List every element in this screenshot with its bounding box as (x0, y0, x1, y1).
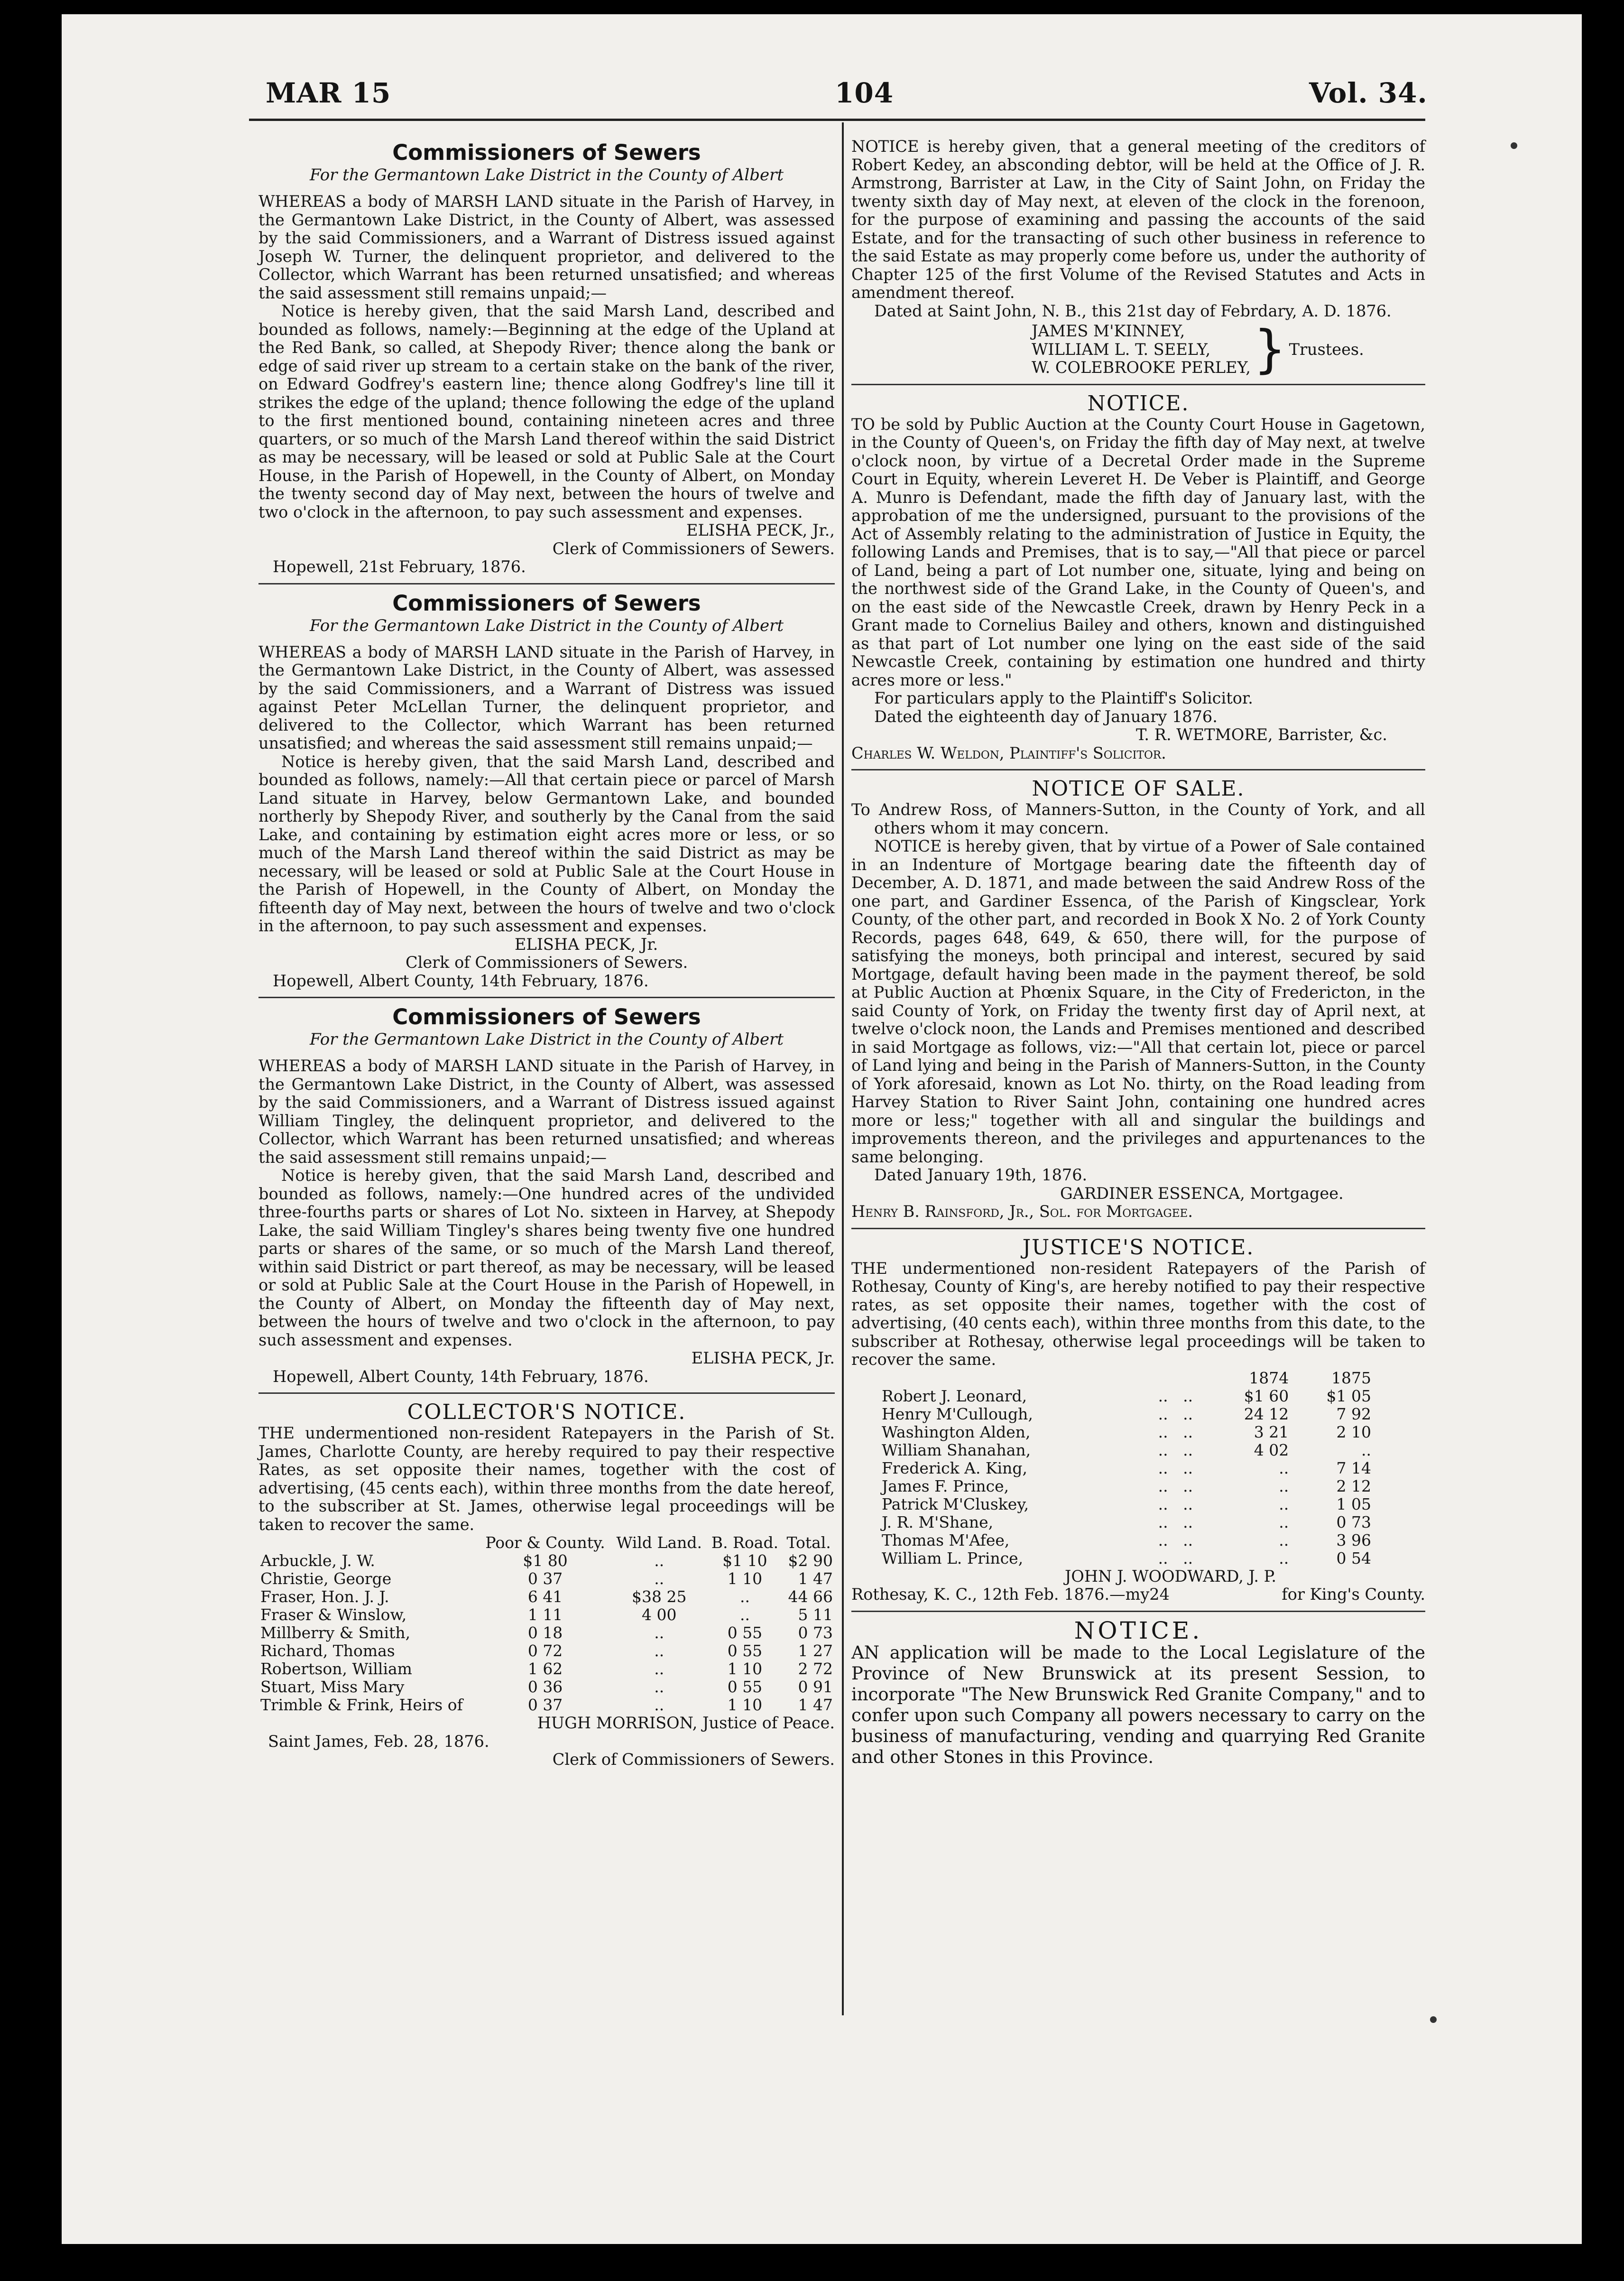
table-cell: 0 55 (727, 1623, 763, 1642)
table-cell: 2 12 (1336, 1476, 1371, 1495)
sewers-notice-mclellan (258, 591, 835, 991)
table-cell: .. (1279, 1494, 1289, 1513)
separator (851, 1611, 1425, 1612)
table-cell: 1 11 (527, 1605, 563, 1624)
table-cell: 5 11 (798, 1605, 833, 1624)
notice-of-sale (851, 777, 1425, 1221)
table-cell: .. (1279, 1476, 1289, 1495)
table-row (880, 1549, 1373, 1567)
dateline: Rothesay, K. C., 12th Feb. 1876.—my24 (851, 1585, 1170, 1604)
county-line: for King's County. (1282, 1585, 1425, 1604)
notice-paragraph: AN application will be made to the Local Legislature of the Province of New Brunswick at its present Session, to incorporate "The New Brunswick Red Granite Company," and to confer upon such Company all powers necessary to carry on the business of manufacturing, vending and quarrying Red Granite and other Stones in this Province. (851, 1642, 1425, 1767)
table-cell: Richard, Thomas (260, 1641, 395, 1660)
column-header: 1875 (1331, 1368, 1371, 1387)
table-cell: 0 72 (527, 1641, 563, 1660)
signer-role: Clerk of Commissioners of Sewers. (552, 539, 835, 558)
speck-mark (1430, 2016, 1437, 2023)
table-cell: $1 60 (1244, 1386, 1289, 1405)
column-header: Wild Land. (616, 1533, 702, 1552)
issue-date: MAR 15 (266, 77, 391, 109)
table-cell: 0 37 (527, 1696, 563, 1714)
table-cell: 1 47 (798, 1569, 833, 1588)
volume-number: Vol. 34. (1309, 77, 1428, 109)
dateline: Dated January 19th, 1876. (874, 1166, 1088, 1184)
table-cell: 1 62 (527, 1660, 563, 1678)
table-row (880, 1459, 1373, 1477)
trustees-block (851, 319, 1425, 379)
leader-dots: .. .. (1158, 1512, 1193, 1531)
notice-title: Commissioners of Sewers (392, 140, 701, 165)
table-cell: 2 72 (798, 1660, 833, 1678)
notice-paragraph: Notice is hereby given, that the said Marsh Land, described and bounded as follows, namely:—Beginning at the edge of the Upland at the Red Bank, so called, at Shepody River; thence along the bank or edge of said river up stream to a certain stake on the bank of the river, on Edward Godfrey's eastern line; thence along Godfrey's line till it strikes the edge of the upland; thence following the edge of the upland to the first mentioned bound, containing nineteen acres and three quarters, or so much of the Marsh Land thereof within the said District as may be necessary, will be leased or sold at Public Sale at the Court House, in the Parish of Hopewell, in the County of Albert, on Monday the twenty second day of May next, between the hours of twelve and two o'clock in the afternoon, to pay such assessment and expenses. (258, 302, 835, 521)
signer: JOHN J. WOODWARD, J. P. (1065, 1567, 1277, 1586)
table-cell: .. (739, 1605, 750, 1624)
table-cell: 1 47 (798, 1696, 833, 1714)
leader-dots: .. .. (1158, 1476, 1193, 1495)
table-cell: 4 00 (642, 1605, 677, 1624)
signer-role: Clerk of Commissioners of Sewers. (552, 1750, 835, 1769)
table-row (880, 1423, 1373, 1441)
table-row (258, 1588, 835, 1606)
separator (258, 997, 835, 998)
column-header: B. Road. (711, 1533, 779, 1552)
table-cell: Millberry & Smith, (260, 1623, 411, 1642)
column-header: 1874 (1249, 1368, 1289, 1387)
table-cell: Stuart, Miss Mary (260, 1678, 405, 1696)
table-cell: .. (654, 1569, 664, 1588)
table-cell: .. (654, 1623, 664, 1642)
sewers-notice-turner (258, 140, 835, 576)
notice-paragraph: WHEREAS a body of MARSH LAND situate in the Parish of Harvey, in the Germantown Lake District, in the County of Albert, was assessed by the said Commissioners, and a Warrant of Distress was issued against Peter McLellan Turner, the delinquent proprietor, and delivered to the Collector, which Warrant has been returned unsatisfied; and whereas the said assessment still remains unpaid;— (258, 642, 835, 752)
separator (258, 583, 835, 584)
table-cell: 0 37 (527, 1569, 563, 1588)
dateline: Hopewell, Albert County, 14th February, 1876. (273, 1367, 649, 1386)
table-cell: 3 96 (1336, 1530, 1371, 1549)
table-row (880, 1513, 1373, 1531)
table-cell: Trimble & Frink, Heirs of (260, 1696, 463, 1714)
table-cell: Patrick M'Cluskey, (882, 1494, 1029, 1513)
notice-paragraph: NOTICE is hereby given, that by virtue of a Power of Sale contained in an Indenture of Mortgage bearing date the fifteenth day of December, A. D. 1871, and made between the said Andrew Ross of the one part, and Gardiner Essenca, of the Parish of Kingsclear, York County, of the other part, and recorded in Book X No. 2 of York County Records, pages 648, 649, & 650, there will, for the purpose of satisfying the moneys, both principal and interest, secured by said Mortgage, default having been made in the payment thereof, be sold at Public Auction at Phœnix Square, in the City of Fredericton, in the said County of York, on Friday the twenty first day of April next, at twelve o'clock noon, the Lands and Premises mentioned and described in said Mortgage as follows, viz:—"All that certain lot, piece or parcel of Land lying and being in the Parish of Manners-Sutton, in the County of York aforesaid, known as Lot No. thirty, on the Road leading from Harvey Station to River Saint John, containing one hundred acres more or less;" together with all and singular the buildings and improvements thereon, and the privileges and appurtenances to the same belonging. (851, 837, 1425, 1166)
rates-table (258, 1534, 835, 1714)
table-cell: Washington Alden, (882, 1422, 1031, 1441)
table-cell: Robertson, William (260, 1660, 412, 1678)
dateline: Dated the eighteenth day of January 1876. (874, 707, 1218, 726)
table-cell: William Shanahan, (882, 1440, 1031, 1459)
separator (258, 1392, 835, 1394)
table-cell: 0 55 (727, 1641, 763, 1660)
notice-paragraph: THE undermentioned non-resident Ratepayers of the Parish of Rothesay, County of King's, are hereby notified to pay their respective rates, as set opposite their names, together with the cost of advertising, (40 cents each), within three months from this date, to the subscriber at Rothesay, otherwise legal proceedings will be taken to recover the same. (851, 1259, 1425, 1369)
header-rule (249, 119, 1425, 121)
brace-glyph: } (1253, 319, 1286, 379)
table-cell: $1 05 (1326, 1386, 1371, 1405)
notice-paragraph: For particulars apply to the Plaintiff's Solicitor. (874, 689, 1253, 707)
signer: GARDINER ESSENCA, Mortgagee. (1060, 1184, 1344, 1203)
creditors-meeting-notice (851, 138, 1425, 377)
table-row (880, 1387, 1373, 1405)
notice-paragraph: Notice is hereby given, that the said Marsh Land, described and bounded as follows, namely:—One hundred acres of the undivided three-fourths parts or shares of Lot No. sixteen in Harvey, at Shepody Lake, the said William Tingley's shares being twenty five one hundred parts or shares of the same, or so much of the Marsh Land thereof, within said District or part thereof, as may be necessary, will be leased or sold at Public Sale at the Court House in the Parish of Hopewell, in the County of Albert, on Monday the fifteenth day of May next, between the hours of twelve and two o'clock in the afternoon, to pay such assessment and expenses. (258, 1166, 835, 1349)
right-column (851, 138, 1425, 1768)
table-row (880, 1495, 1373, 1513)
table-row (258, 1624, 835, 1642)
notice-title: Commissioners of Sewers (392, 590, 701, 616)
trustee-names (1032, 322, 1251, 377)
table-cell: .. (1279, 1458, 1289, 1477)
dateline: Dated at Saint John, N. B., this 21st day of Febrdary, A. D. 1876. (874, 301, 1392, 320)
speck-mark (1511, 142, 1517, 149)
leader-dots: .. .. (1158, 1458, 1193, 1477)
table-cell: .. (654, 1660, 664, 1678)
table-cell: Fraser, Hon. J. J. (260, 1587, 389, 1606)
separator (851, 384, 1425, 385)
notice-paragraph: THE undermentioned non-resident Ratepayers in the Parish of St. James, Charlotte County, are hereby required to pay their respective Rates, as set opposite their names, together with the cost of advertising, (45 cents each), within three months from the date hereof, to the subscriber at St. James, otherwise legal proceedings will be taken to recover the same. (258, 1424, 835, 1534)
leader-dots: .. .. (1158, 1530, 1193, 1549)
leader-dots: .. .. (1158, 1440, 1193, 1459)
notice-subtitle: For the Germantown Lake District in the County of Albert (309, 166, 784, 185)
table-cell: 44 66 (788, 1587, 833, 1606)
table-header-row (258, 1534, 835, 1552)
table-row (258, 1552, 835, 1570)
signer: HUGH MORRISON, Justice of Peace. (537, 1714, 835, 1732)
signer: ELISHA PECK, Jr. (691, 1349, 835, 1367)
page-number: 104 (835, 77, 894, 109)
table-row (880, 1441, 1373, 1459)
legislature-notice (851, 1616, 1425, 1768)
table-cell: Frederick A. King, (882, 1458, 1028, 1477)
table-cell: 3 21 (1254, 1422, 1289, 1441)
table-cell: Robert J. Leonard, (882, 1386, 1027, 1405)
dateline: Hopewell, 21st February, 1876. (273, 557, 526, 576)
table-row (258, 1696, 835, 1714)
table-cell: $1 10 (722, 1551, 767, 1570)
table-cell: 4 02 (1254, 1440, 1289, 1459)
trustee-name: W. COLEBROOKE PERLEY, (1032, 358, 1251, 377)
notice-title: COLLECTOR'S NOTICE. (407, 1400, 686, 1424)
table-cell: .. (1279, 1530, 1289, 1549)
table-cell: $1 80 (523, 1551, 568, 1570)
leader-dots: .. .. (1158, 1404, 1193, 1423)
notice-title: NOTICE OF SALE. (1032, 777, 1245, 801)
table-cell: J. R. M'Shane, (882, 1512, 994, 1531)
trustee-name: JAMES M'KINNEY, (1032, 322, 1185, 340)
table-row (258, 1606, 835, 1624)
notice-paragraph: TO be sold by Public Auction at the County Court House in Gagetown, in the County of Queen's, on Friday the fifth day of May next, at twelve o'clock noon, by virtue of a Decretal Order made in the Supreme Court in Equity, wherein Leveret H. De Veber is Plaintiff, and George A. Munro is Defendant, made the fifth day of January last, with the approbation of me the undersigned, pursuant to the provisions of the Act of Assembly relating to the administration of Justice in Equity, the following Lands and Premises, that is to say,—"All that piece or parcel of Land, being a part of Lot number one, situate, lying and being on the northwest side of the Grand Lake, in the County of Queen's, and on the east side of the Newcastle Creek, drawn by Henry Peck in a Grant made to Cornelius Bailey and others, known and distinguished as that part of Lot number one lying on the east side of the said Newcastle Creek, containing by estimation one hundred and thirty acres more or less." (851, 415, 1425, 689)
table-cell: $38 25 (632, 1587, 687, 1606)
rothesay-rates-table (880, 1369, 1373, 1567)
table-cell: 1 27 (798, 1641, 833, 1660)
table-cell: .. (1361, 1440, 1371, 1459)
notice-paragraph: NOTICE is hereby given, that a general meeting of the creditors of Robert Kedey, an absconding debtor, will be held at the Office of J. R. Armstrong, Barrister at Law, in the City of Saint John, on Friday the twenty sixth day of May next, at eleven of the clock in the forenoon, for the purpose of examining and passing the accounts of the said Estate, and for the transacting of such other business in reference to the said Estate as may properly come before us, under the authority of Chapter 125 of the first Volume of the Revised Statutes and Acts in amendment thereof. (851, 137, 1425, 302)
signer: ELISHA PECK, Jr. (515, 935, 658, 954)
table-cell: 24 12 (1244, 1404, 1289, 1423)
table-cell: 0 54 (1336, 1548, 1371, 1567)
table-cell: .. (739, 1587, 750, 1606)
signer: ELISHA PECK, Jr., (686, 521, 835, 539)
solicitor-line: Charles W. Weldon, Plaintiff's Solicitor. (851, 743, 1166, 762)
addressee: To Andrew Ross, of Manners-Sutton, in the County of York, and all others whom it may concern. (851, 800, 1425, 837)
table-row (880, 1405, 1373, 1423)
table-cell: 0 91 (798, 1678, 833, 1696)
table-cell: 6 41 (527, 1587, 563, 1606)
table-row (258, 1660, 835, 1678)
column-header: Total. (786, 1533, 831, 1552)
table-row (258, 1678, 835, 1696)
justices-notice (851, 1236, 1425, 1604)
notice-paragraph: Notice is hereby given, that the said Marsh Land, described and bounded as follows, namely:—All that certain piece or parcel of Marsh Land situate in Harvey, below Germantown Lake, and bounded northerly by Shepody River, and southerly by the Canal from the said Lake, and containing by estimation eight acres more or less, or so much of the Marsh Land thereof within the said District as may be necessary, will be leased or sold at Public Sale at the Court House in the Parish of Hopewell, in the County of Albert, on Monday the fifteenth day of May next, between the hours of twelve and two o'clock in the afternoon, to pay such assessment and expenses. (258, 752, 835, 935)
table-row (258, 1570, 835, 1588)
notice-paragraph: WHEREAS a body of MARSH LAND situate in the Parish of Harvey, in the Germantown Lake District, in the County of Albert, was assessed by the said Commissioners, and a Warrant of Distress issued against Joseph W. Turner, the delinquent proprietor, and delivered to the Collector, which Warrant has been returned unsatisfied; and whereas the said assessment still remains unpaid;— (258, 192, 835, 302)
notice-title: Commissioners of Sewers (392, 1004, 701, 1029)
separator (851, 1228, 1425, 1229)
table-cell: 0 55 (727, 1678, 763, 1696)
table-cell: .. (1279, 1548, 1289, 1567)
table-cell: Thomas M'Afee, (882, 1530, 1010, 1549)
dateline-row (851, 1586, 1425, 1604)
table-cell: 7 92 (1336, 1404, 1371, 1423)
table-row (880, 1531, 1373, 1549)
separator (851, 769, 1425, 770)
trustee-name: WILLIAM L. T. SEELY, (1032, 340, 1211, 359)
table-cell: .. (654, 1678, 664, 1696)
leader-dots: .. .. (1158, 1494, 1193, 1513)
leader-dots: .. .. (1158, 1422, 1193, 1441)
auction-notice (851, 392, 1425, 763)
table-cell: 0 18 (527, 1623, 563, 1642)
table-cell: 0 36 (527, 1678, 563, 1696)
table-header-row (880, 1369, 1373, 1387)
table-row (880, 1477, 1373, 1495)
left-column (258, 138, 835, 1769)
table-cell: 1 10 (727, 1660, 763, 1678)
notice-title: JUSTICE'S NOTICE. (1022, 1235, 1255, 1260)
dateline: Saint James, Feb. 28, 1876. (268, 1732, 489, 1751)
table-cell: Christie, George (260, 1569, 392, 1588)
notice-paragraph: WHEREAS a body of MARSH LAND situate in the Parish of Harvey, in the Germantown Lake District, in the County of Albert, was assessed by the said Commissioners, and a Warrant of Distress issued against William Tingley, the delinquent proprietor, and delivered to the Collector, which Warrant has been returned unsatisfied; and whereas the said assessment still remains unpaid;— (258, 1057, 835, 1167)
signer: T. R. WETMORE, Barrister, &c. (1136, 725, 1387, 744)
table-cell: .. (1279, 1512, 1289, 1531)
notice-title: NOTICE. (1087, 391, 1190, 416)
table-cell: 1 05 (1336, 1494, 1371, 1513)
table-cell: William L. Prince, (882, 1548, 1024, 1567)
notice-subtitle: For the Germantown Lake District in the County of Albert (309, 1030, 784, 1049)
solicitor-line: Henry B. Rainsford, Jr., Sol. for Mortgagee. (851, 1202, 1193, 1221)
table-cell: 2 10 (1336, 1422, 1371, 1441)
table-cell: 1 10 (727, 1569, 763, 1588)
sewers-notice-tingley (258, 1005, 835, 1386)
table-cell: 0 73 (798, 1623, 833, 1642)
table-cell: 1 10 (727, 1696, 763, 1714)
dateline: Hopewell, Albert County, 14th February, 1876. (273, 971, 649, 990)
column-header: Poor & County. (485, 1533, 605, 1552)
table-row (258, 1642, 835, 1660)
notice-subtitle: For the Germantown Lake District in the County of Albert (309, 616, 784, 635)
table-cell: Henry M'Cullough, (882, 1404, 1033, 1423)
notice-title: NOTICE. (1074, 1616, 1203, 1644)
signer-role: Clerk of Commissioners of Sewers. (406, 953, 688, 972)
table-cell: .. (654, 1551, 664, 1570)
table-cell: .. (654, 1641, 664, 1660)
table-cell: $2 90 (788, 1551, 833, 1570)
table-cell: 7 14 (1336, 1458, 1371, 1477)
table-cell: .. (654, 1696, 664, 1714)
table-cell: 0 73 (1336, 1512, 1371, 1531)
table-cell: Arbuckle, J. W. (260, 1551, 375, 1570)
trustees-label: Trustees. (1289, 340, 1364, 359)
column-divider (842, 122, 844, 2015)
leader-dots: .. .. (1158, 1548, 1193, 1567)
table-cell: Fraser & Winslow, (260, 1605, 407, 1624)
collectors-notice (258, 1400, 835, 1769)
leader-dots: .. .. (1158, 1386, 1193, 1405)
table-cell: James F. Prince, (882, 1476, 1009, 1495)
